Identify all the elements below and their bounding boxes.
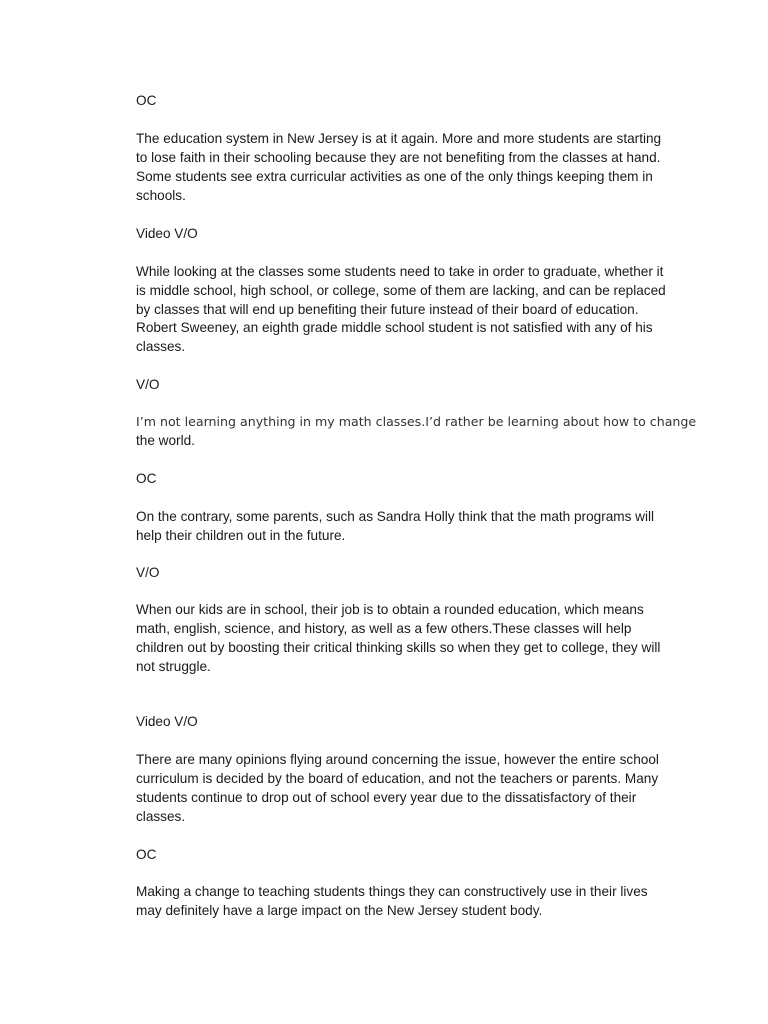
section-label-vo: V/O — [136, 377, 160, 392]
paragraph-line: classes. — [136, 339, 186, 354]
paragraph-line: On the contrary, some parents, such as Sandra Holly think that the math programs will — [136, 509, 655, 524]
paragraph-line: Making a change to teaching students things they can constructively use in their lives — [136, 884, 648, 899]
paragraph-line: schools. — [136, 188, 186, 203]
paragraph-line: by classes that will end up benefiting their future instead of their board of education. — [136, 302, 639, 317]
paragraph-line: While looking at the classes some students need to take in order to graduate, whether it — [136, 264, 664, 279]
paragraph-line: not struggle. — [136, 659, 211, 674]
quote-line: I’m not learning anything in my math classes.I’d rather be learning about how to change — [136, 414, 697, 429]
paragraph-line: When our kids are in school, their job is to obtain a rounded education, which means — [136, 602, 644, 617]
section-label-video-vo: Video V/O — [136, 714, 198, 729]
paragraph-line: may definitely have a large impact on the New Jersey student body. — [136, 903, 543, 918]
paragraph-line: The education system in New Jersey is at it again. More and more students are starting — [136, 131, 662, 146]
section-label-video-vo: Video V/O — [136, 226, 198, 241]
paragraph-line: to lose faith in their schooling because they are not benefiting from the classes at hand. — [136, 150, 661, 165]
paragraph-line: is middle school, high school, or college, some of them are lacking, and can be replaced — [136, 283, 666, 298]
paragraph-line: Robert Sweeney, an eighth grade middle school student is not satisfied with any of his — [136, 320, 653, 335]
section-label-oc: OC — [136, 93, 157, 108]
paragraph-line: children out by boosting their critical thinking skills so when they get to college, they will — [136, 640, 661, 655]
paragraph-line: students continue to drop out of school every year due to the dissatisfactory of their — [136, 790, 637, 805]
quote-line: the world. — [136, 433, 195, 448]
paragraph-line: Some students see extra curricular activities as one of the only things keeping them in — [136, 169, 653, 184]
paragraph-line: There are many opinions flying around concerning the issue, however the entire school — [136, 752, 659, 767]
section-label-vo: V/O — [136, 565, 160, 580]
paragraph-line: classes. — [136, 809, 186, 824]
section-label-oc: OC — [136, 471, 157, 486]
section-label-oc: OC — [136, 847, 157, 862]
paragraph-line: help their children out in the future. — [136, 528, 346, 543]
paragraph-line: math, english, science, and history, as well as a few others.These classes will help — [136, 621, 632, 636]
paragraph-line: curriculum is decided by the board of education, and not the teachers or parents. Many — [136, 771, 659, 786]
